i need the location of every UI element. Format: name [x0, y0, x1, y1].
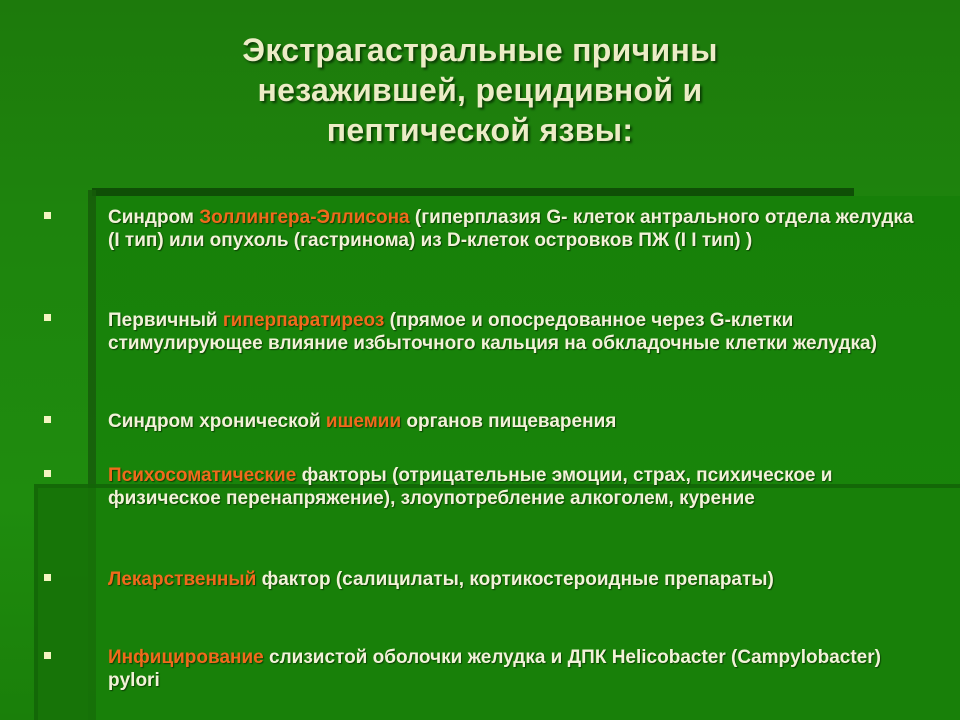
bullet-square-icon: [44, 470, 51, 477]
item-highlight: Инфицирование: [108, 647, 264, 668]
bullet-square-icon: [44, 574, 51, 581]
item-text-post: органов пищеварения: [401, 411, 617, 432]
title-line-2: незажившей, рецидивной и: [257, 72, 703, 108]
list-item: [108, 646, 918, 692]
item-text-pre: Синдром хронической: [108, 411, 326, 432]
title-line-1: Экстрагастральные причины: [242, 32, 718, 68]
bullet-square-icon: [44, 212, 51, 219]
list-item: [108, 206, 918, 252]
item-highlight: Психосоматические: [108, 465, 297, 486]
item-text-pre: Первичный: [108, 310, 223, 331]
list-item: [108, 410, 918, 433]
list-item: [108, 568, 918, 591]
bullet-square-icon: [44, 416, 51, 423]
title-line-3: пептической язвы:: [326, 112, 634, 148]
item-text-post: фактор (салицилаты, кортикостероидные препараты): [256, 569, 774, 590]
list-item: [108, 464, 918, 510]
item-text-pre: Синдром: [108, 207, 200, 228]
item-text-post: факторы (отрицательные эмоции, страх, психическое и физическое перенапряжение), злоупотребление алкоголем, курение: [108, 465, 833, 509]
item-highlight: Золлингера-Эллисона: [199, 207, 410, 228]
item-highlight: Лекарственный: [108, 569, 257, 590]
item-text-post: (прямое и опосредованное через G-клетки стимулирующее влияние избыточного кальция на обкладочные клетки желудка): [108, 310, 877, 354]
list-item: [108, 309, 918, 355]
item-text-post: (гиперплазия G- клеток антрального отдела желудка (I тип) или опухоль (гастринома) из D-клеток островков ПЖ (I I тип) ): [108, 207, 914, 251]
item-highlight: ишемии: [325, 411, 402, 432]
item-highlight: гиперпаратиреоз: [222, 310, 385, 331]
item-text-post: слизистой оболочки желудка и ДПК Helicobacter (Campylobacter) pylori: [108, 647, 881, 691]
bullet-square-icon: [44, 314, 51, 321]
bullet-square-icon: [44, 652, 51, 659]
